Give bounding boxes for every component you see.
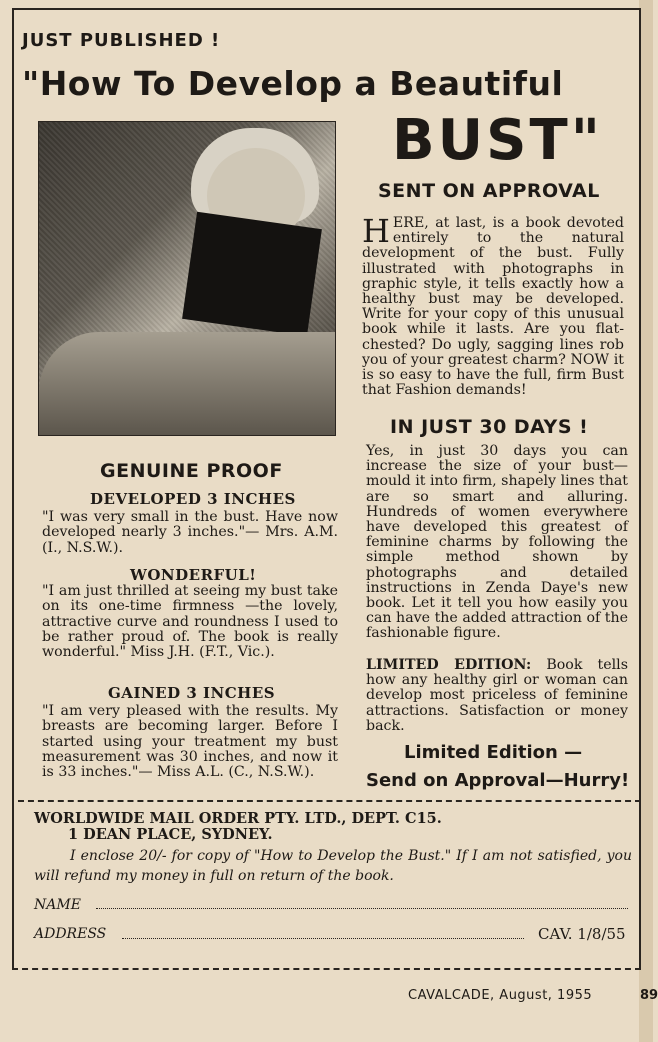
days-paragraph: Yes, in just 30 days you can increase the size of your bust—mould it into firm, shapely lines that are so smart and alluring. Hundreds of women everywhere have developed this greatest of feminine charms by following the simple method shown by photographs and detailed instructions in Zenda Daye's new book. Let it tell you how easily you can have the added attraction of the fashionable figure.: [366, 443, 628, 642]
page-edge: [639, 0, 653, 1042]
intro-text: ERE, at last, is a book devoted entirely to the natural development of the bust. Fully illustrated with photographs in graphic style, it tells exactly how a healthy bust may be developed. Write for your copy of this unusual book while it lasts. Are you flat-chested? Do ugly, sagging lines rob you of your greatest charm? NOW it is so easy to have the full, firm Bust that Fashion demands!: [362, 215, 624, 399]
name-label: NAME: [34, 897, 81, 913]
coupon-code: CAV. 1/8/55: [538, 925, 626, 943]
testimonial-title: WONDERFUL!: [130, 566, 257, 584]
headline: "How To Develop a Beautiful: [22, 64, 564, 103]
company-address: 1 DEAN PLACE, SYDNEY.: [68, 826, 273, 843]
coupon-cut-line: [18, 800, 641, 802]
limited-text: Book tells how any healthy girl or woman can develop most priceless of feminine attractions. Satisfaction or money back.: [366, 657, 628, 734]
proof-heading: GENUINE PROOF: [100, 460, 283, 482]
eyebrow: JUST PUBLISHED !: [22, 30, 221, 51]
order-statement: I enclose 20/- for copy of "How to Develop the Bust." If I am not satisfied, you will refund my money in full on return of the book.: [34, 848, 632, 884]
testimonial-text: "I am very pleased with the results. My breasts are becoming larger. Before I started using your treatment my bust measurement was 30 inches, and now it is 33 inches."— Miss A.L. (C., N.S.W.).: [42, 703, 338, 781]
page-number: 89: [640, 988, 658, 1003]
book-shape: [182, 212, 322, 336]
days-heading: IN JUST 30 DAYS !: [390, 416, 589, 438]
address-field[interactable]: [122, 938, 524, 939]
testimonial-title: GAINED 3 INCHES: [108, 684, 276, 702]
address-label: ADDRESS: [34, 926, 107, 942]
woman-photo: [38, 121, 336, 436]
testimonial-text: "I am just thrilled at seeing my bust take on its one-time firmness —the lovely, attractive curve and roundness I used to be rather proud of. The book is really wonderful." Miss J.H. (F.T., Vic.).: [42, 583, 338, 661]
testimonial-title: DEVELOPED 3 INCHES: [90, 490, 296, 508]
limited-edition: Limited Edition —: [404, 742, 583, 763]
limited-label: LIMITED EDITION:: [366, 657, 532, 673]
intro-paragraph: [362, 212, 624, 399]
headline-bust: BUST": [392, 108, 603, 173]
limited-paragraph: [366, 658, 628, 734]
subhead: SENT ON APPROVAL: [378, 180, 600, 202]
arm: [39, 332, 335, 435]
drop-cap: H: [362, 212, 390, 250]
publication-footer: CAVALCADE, August, 1955: [408, 988, 593, 1003]
send-approval: Send on Approval—Hurry!: [366, 770, 630, 791]
testimonial-text: "I was very small in the bust. Have now developed nearly 3 inches."— Mrs. A.M. (I., N.S.W.).: [42, 509, 338, 556]
company-name: WORLDWIDE MAIL ORDER PTY. LTD., DEPT. C15.: [34, 810, 442, 827]
name-field[interactable]: [96, 908, 628, 909]
